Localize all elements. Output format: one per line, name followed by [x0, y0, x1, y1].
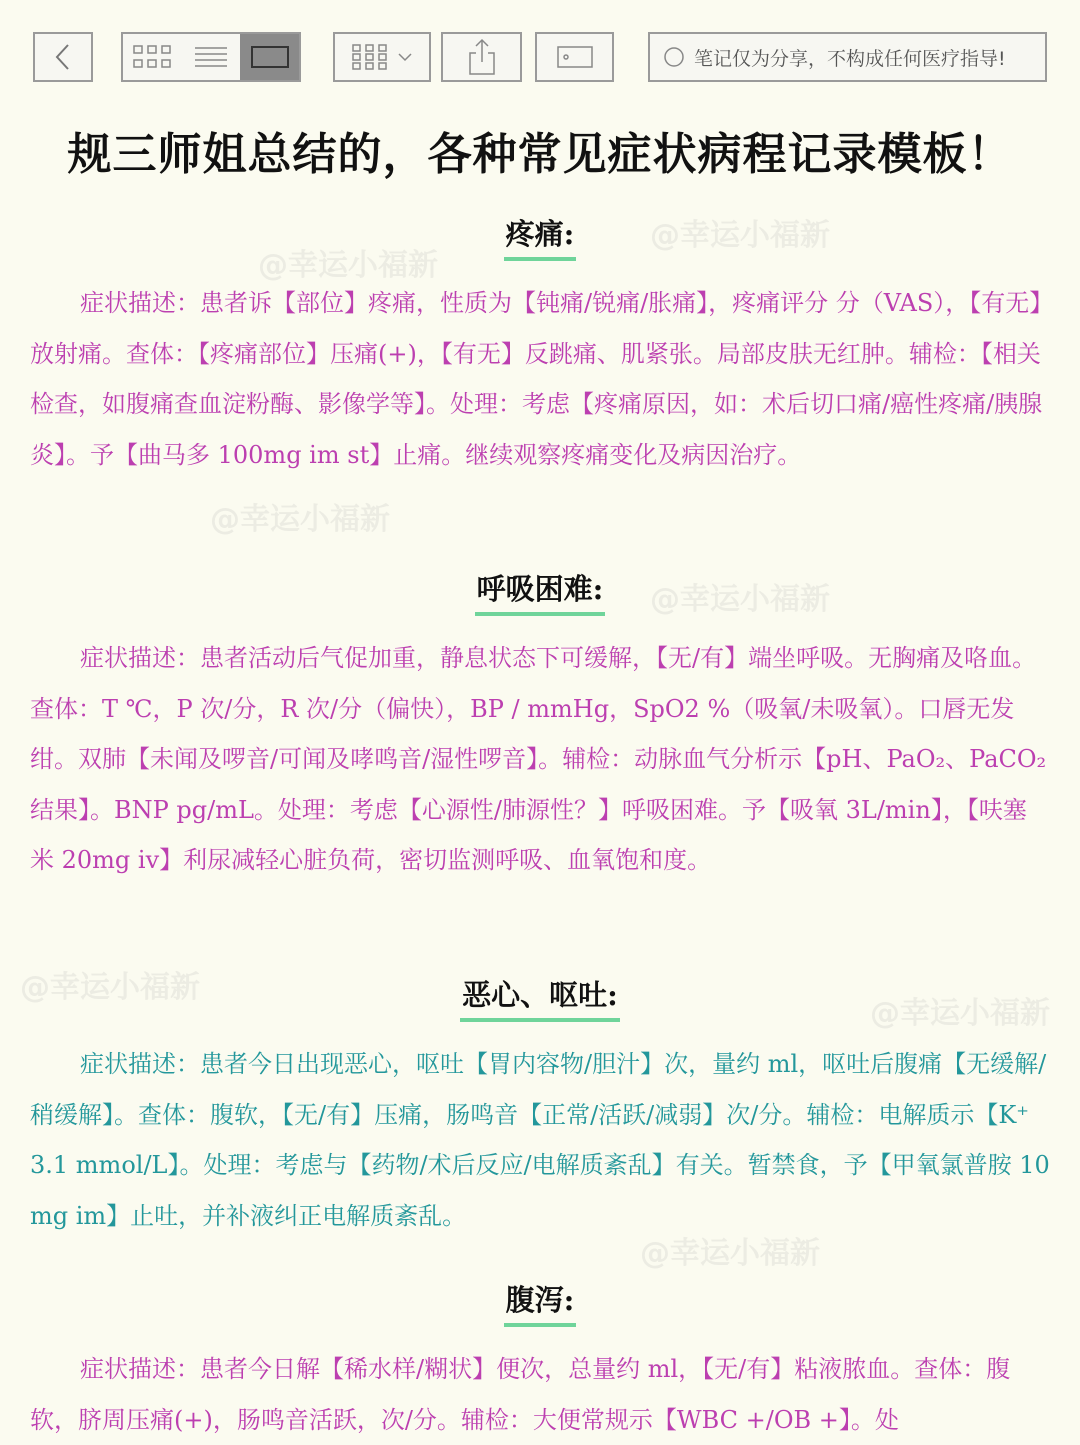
section-title-text: 腹泻: [504, 1278, 577, 1327]
page-title: 规三师姐总结的，各种常见症状病程记录模板！ [67, 129, 1013, 180]
section-title-text: 疼痛: [504, 212, 577, 261]
section-body-diarrhea: 症状描述：患者今日解【稀水样/糊状】便次，总量约 ml，【无/有】粘液脓血。查体：腹软，脐周压痛(+)，肠鸣音活跃，次/分。辅检：大便常规示【WBC +/OB +】。处 [30, 1355, 1011, 1434]
section-body-dyspnea: 症状描述：患者活动后气促加重，静息状态下可缓解，【无/有】端坐呼吸。无胸痛及咯血。查体：T ℃，P 次/分，R 次/分（偏快），BP / mmHg，SpO2 %（吸氧/未吸氧）。口唇无发绀。双肺【未闻及啰音/可闻及哮鸣音/湿性啰音】。辅检：动脉血气分析示【pH、PaO₂、PaCO₂结果】。BNP pg/mL。处理：考虑【心源性/肺源性？】呼吸困难。予【吸氧 3L/min】，【呋塞米 20mg iv】利尿减轻心脏负荷，密切监测呼吸、血氧饱和度。 [30, 644, 1047, 874]
list-view-button[interactable] [182, 34, 241, 80]
share-icon [467, 38, 497, 76]
watermark: @幸运小福新 [20, 970, 200, 1005]
view-mode-group [121, 32, 301, 82]
section-title-nausea [0, 973, 1080, 1022]
back-arrow-icon [35, 34, 91, 80]
grid-view-icon [132, 42, 172, 72]
section-title-text: 呼吸困难: [475, 567, 606, 616]
watermark: @幸运小福新 [650, 218, 830, 253]
layout-grid-icon [351, 42, 389, 72]
watermark: @幸运小福新 [650, 582, 830, 617]
watermark: @幸运小福新 [210, 502, 390, 537]
section-body-pain: 症状描述：患者诉【部位】疼痛，性质为【钝痛/锐痛/胀痛】，疼痛评分 分（VAS），【有无】放射痛。查体：【疼痛部位】压痛(+)，【有无】反跳痛、肌紧张。局部皮肤无红肿。辅检：【相关检查，如腹痛查血淀粉酶、影像学等】。处理：考虑【疼痛原因，如：术后切口痛/癌性疼痛/胰腺炎】。予【曲马多 100mg im st】止痛。继续观察疼痛变化及病因治疗。 [30, 289, 1043, 469]
slideshow-button[interactable] [535, 32, 614, 82]
search-box[interactable] [648, 32, 1047, 82]
share-button[interactable] [441, 32, 522, 82]
single-page-view-button[interactable] [240, 34, 299, 80]
list-view-icon [193, 42, 229, 72]
section-title-dyspnea [0, 567, 1080, 616]
watermark: @幸运小福新 [258, 248, 438, 283]
search-placeholder: 笔记仅为分享，不构成任何医疗指导! [694, 47, 1006, 70]
chevron-down-icon [397, 51, 413, 63]
single-page-icon [250, 44, 290, 70]
section-title-pain [0, 212, 1080, 261]
section-title-diarrhea [0, 1278, 1080, 1327]
watermark: @幸运小福新 [870, 996, 1050, 1031]
layout-dropdown[interactable] [333, 32, 431, 82]
grid-view-button[interactable] [123, 34, 182, 80]
watermark: @幸运小福新 [640, 1236, 820, 1271]
toolbar [0, 32, 1080, 84]
section-body-nausea: 症状描述：患者今日出现恶心，呕吐【胃内容物/胆汁】次，量约 ml，呕吐后腹痛【无缓解/稍缓解】。查体：腹软，【无/有】压痛，肠鸣音【正常/活跃/减弱】次/分。辅检：电解质示【K⁺ 3.1 mmol/L】。处理：考虑与【药物/术后反应/电解质紊乱】有关。暂禁食，予【甲氧氯普胺 10mg im】止吐，并补液纠正电解质紊乱。 [30, 1050, 1050, 1230]
section-title-text: 恶心、呕吐: [460, 973, 620, 1022]
slideshow-icon [555, 43, 595, 71]
back-button[interactable] [33, 32, 93, 82]
search-icon [662, 45, 686, 69]
